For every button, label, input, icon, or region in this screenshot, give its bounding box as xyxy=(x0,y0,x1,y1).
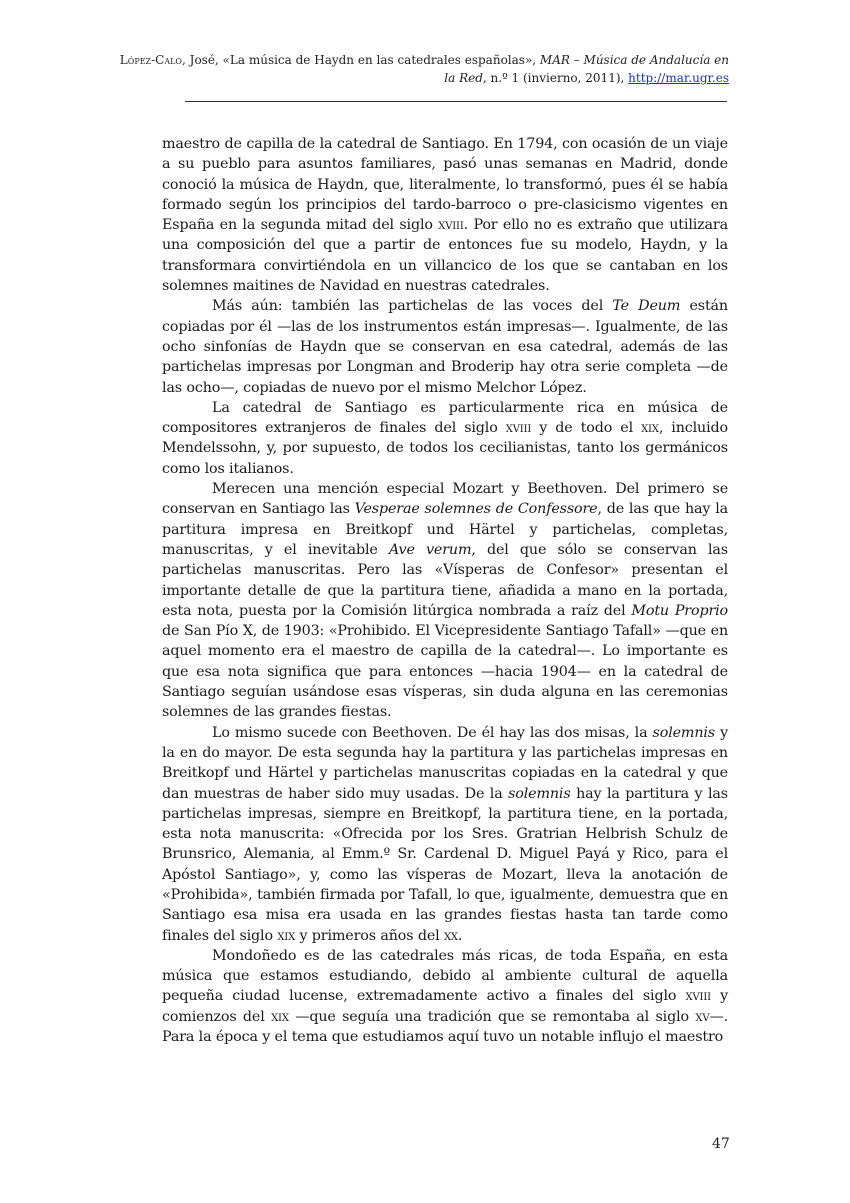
italic-text: Ave verum xyxy=(388,541,472,558)
small-caps-text: xv xyxy=(695,1008,710,1025)
text-run: Más aún: también las partichelas de las voces del xyxy=(212,298,613,315)
italic-text: Te Deum xyxy=(612,298,681,315)
paragraph xyxy=(162,296,728,397)
text-run: Merecen una mención especial Mozart y Beethoven. Del primero se conservan en Santiago las xyxy=(162,481,728,518)
body-text xyxy=(162,134,728,1047)
text-run: , del que sólo se conservan las partichelas manuscritas. Pero las «Vísperas de Confesor» presentan el importante detalle de que la partitura tiene, añadida a mano en la portada, esta nota, puesta por la Comisión litúrgica nombrada a raíz del xyxy=(162,541,728,619)
header-rule xyxy=(185,101,727,102)
italic-text: Motu Proprio xyxy=(631,602,729,619)
text-run: están copiadas por él —las de los instrumentos están impresas—. Igualmente, de las ocho sinfonías de Haydn que se conservan en esa catedral, además de las partichelas impresas por Longman and Broderip hay otra serie completa —de las ocho—, copiadas de nuevo por el mismo Melchor López. xyxy=(162,298,728,396)
small-caps-text: xix xyxy=(641,420,659,437)
italic-text: solemnis xyxy=(652,724,715,741)
text-run: y la en do mayor. De esta segunda hay la partitura y las partichelas impresas en Breitkopf und Härtel y partichelas manuscritas copiadas en la catedral y que dan muestras de haber sido muy usadas. De la xyxy=(162,724,728,802)
header-journal: MAR – Música de Andalucía en la Red xyxy=(444,53,729,85)
small-caps-text: xix xyxy=(277,927,296,944)
small-caps-text: xviii xyxy=(505,420,532,437)
small-caps-text: xviii xyxy=(685,988,711,1005)
italic-text: Vesperae solemnes de Confessore xyxy=(354,501,598,518)
text-run: , incluido Mendelssohn, y, por supuesto, de todos los cecilianistas, tanto los germánicos como los italianos. xyxy=(162,420,728,477)
italic-text: solemnis xyxy=(508,785,571,802)
text-run: Lo mismo sucede con Beethoven. De él hay las dos misas, la xyxy=(212,724,653,741)
text-run: Mondoñedo es de las catedrales más ricas, de toda España, en esta música que estamos estudiando, debido al ambiente cultural de aquella pequeña ciudad lucense, extremadamente activo a finales del siglo xyxy=(162,947,728,1005)
small-caps-text: xviii xyxy=(438,217,464,234)
header-author: López-Calo xyxy=(119,53,182,67)
text-run: La catedral de Santiago es particularmente rica en música de compositores extranjeros de finales del siglo xyxy=(162,399,728,437)
text-run: y comienzos del xyxy=(162,988,729,1025)
paragraph xyxy=(162,134,728,296)
small-caps-text: xx xyxy=(443,927,458,944)
text-run: y primeros años del xyxy=(295,927,444,944)
header-article-title: , José, «La música de Haydn en las catedrales españolas», xyxy=(182,53,540,67)
small-caps-text: xix xyxy=(271,1008,289,1025)
header-url-link[interactable]: http://mar.ugr.es xyxy=(628,71,729,85)
text-run: maestro de capilla de la catedral de Santiago. En 1794, con ocasión de un viaje a su pueblo para asuntos familiares, pasó unas semanas en Madrid, donde conoció la música de Haydn, que, literalmente, lo transformó, pues él se había formado según los principios del tardo-barroco o pre-clasicismo vigentes en España en la segunda mitad del siglo xyxy=(162,136,728,234)
running-header xyxy=(109,51,729,87)
text-run: , de las que hay la partitura impresa en Breitkopf und Härtel y partichelas, completas, manuscritas, y el inevitable xyxy=(162,501,728,558)
text-run: —. Para la época y el tema que estudiamos aquí tuvo un notable influjo el maestro xyxy=(162,1008,728,1046)
page-number: 47 xyxy=(712,1136,730,1152)
text-run: y de todo el xyxy=(531,420,642,437)
paragraph xyxy=(162,398,728,479)
text-run: hay la partitura y las partichelas impresas, siempre en Breitkopf, la partitura tiene, en la portada, esta nota manuscrita: «Ofrecida por los Sres. Gratrian Helbrish Schulz de Brunsrico, Alemania, al Emm.º Sr. Cardenal D. Miguel Payá y Rico, para el Apóstol Santiago», y, como las vísperas de Mozart, lleva la anotación de «Prohibida», también firmada por Tafall, lo que, igualmente, demuestra que en Santiago esa misa era usada en las grandes fiestas hasta tan tarde como finales del siglo xyxy=(162,785,728,944)
text-run: de San Pío X, de 1903: «Prohibido. El Vicepresidente Santiago Tafall» —que en aquel momento era el maestro de capilla de la catedral—. Lo importante es que esa nota significa que para entonces —hacia 1904— en la catedral de Santiago seguían usándose esas vísperas, sin duda alguna en las ceremonias solemnes de las grandes fiestas. xyxy=(162,623,728,721)
text-run: . xyxy=(457,927,463,944)
paragraph xyxy=(162,723,728,946)
header-issue: , n.º 1 (invierno, 2011), xyxy=(482,71,629,85)
text-run: . Por ello no es extraño que utilizara una composición del que a partir de entonces fue su modelo, Haydn, y la transformara convirtiéndola en un villancico de los que se cantaban en los solemnes maitines de Navidad en nuestras catedrales. xyxy=(162,217,728,295)
paragraph xyxy=(162,479,728,723)
paragraph xyxy=(162,946,728,1047)
text-run: —que seguía una tradición que se remontaba al siglo xyxy=(288,1008,696,1025)
